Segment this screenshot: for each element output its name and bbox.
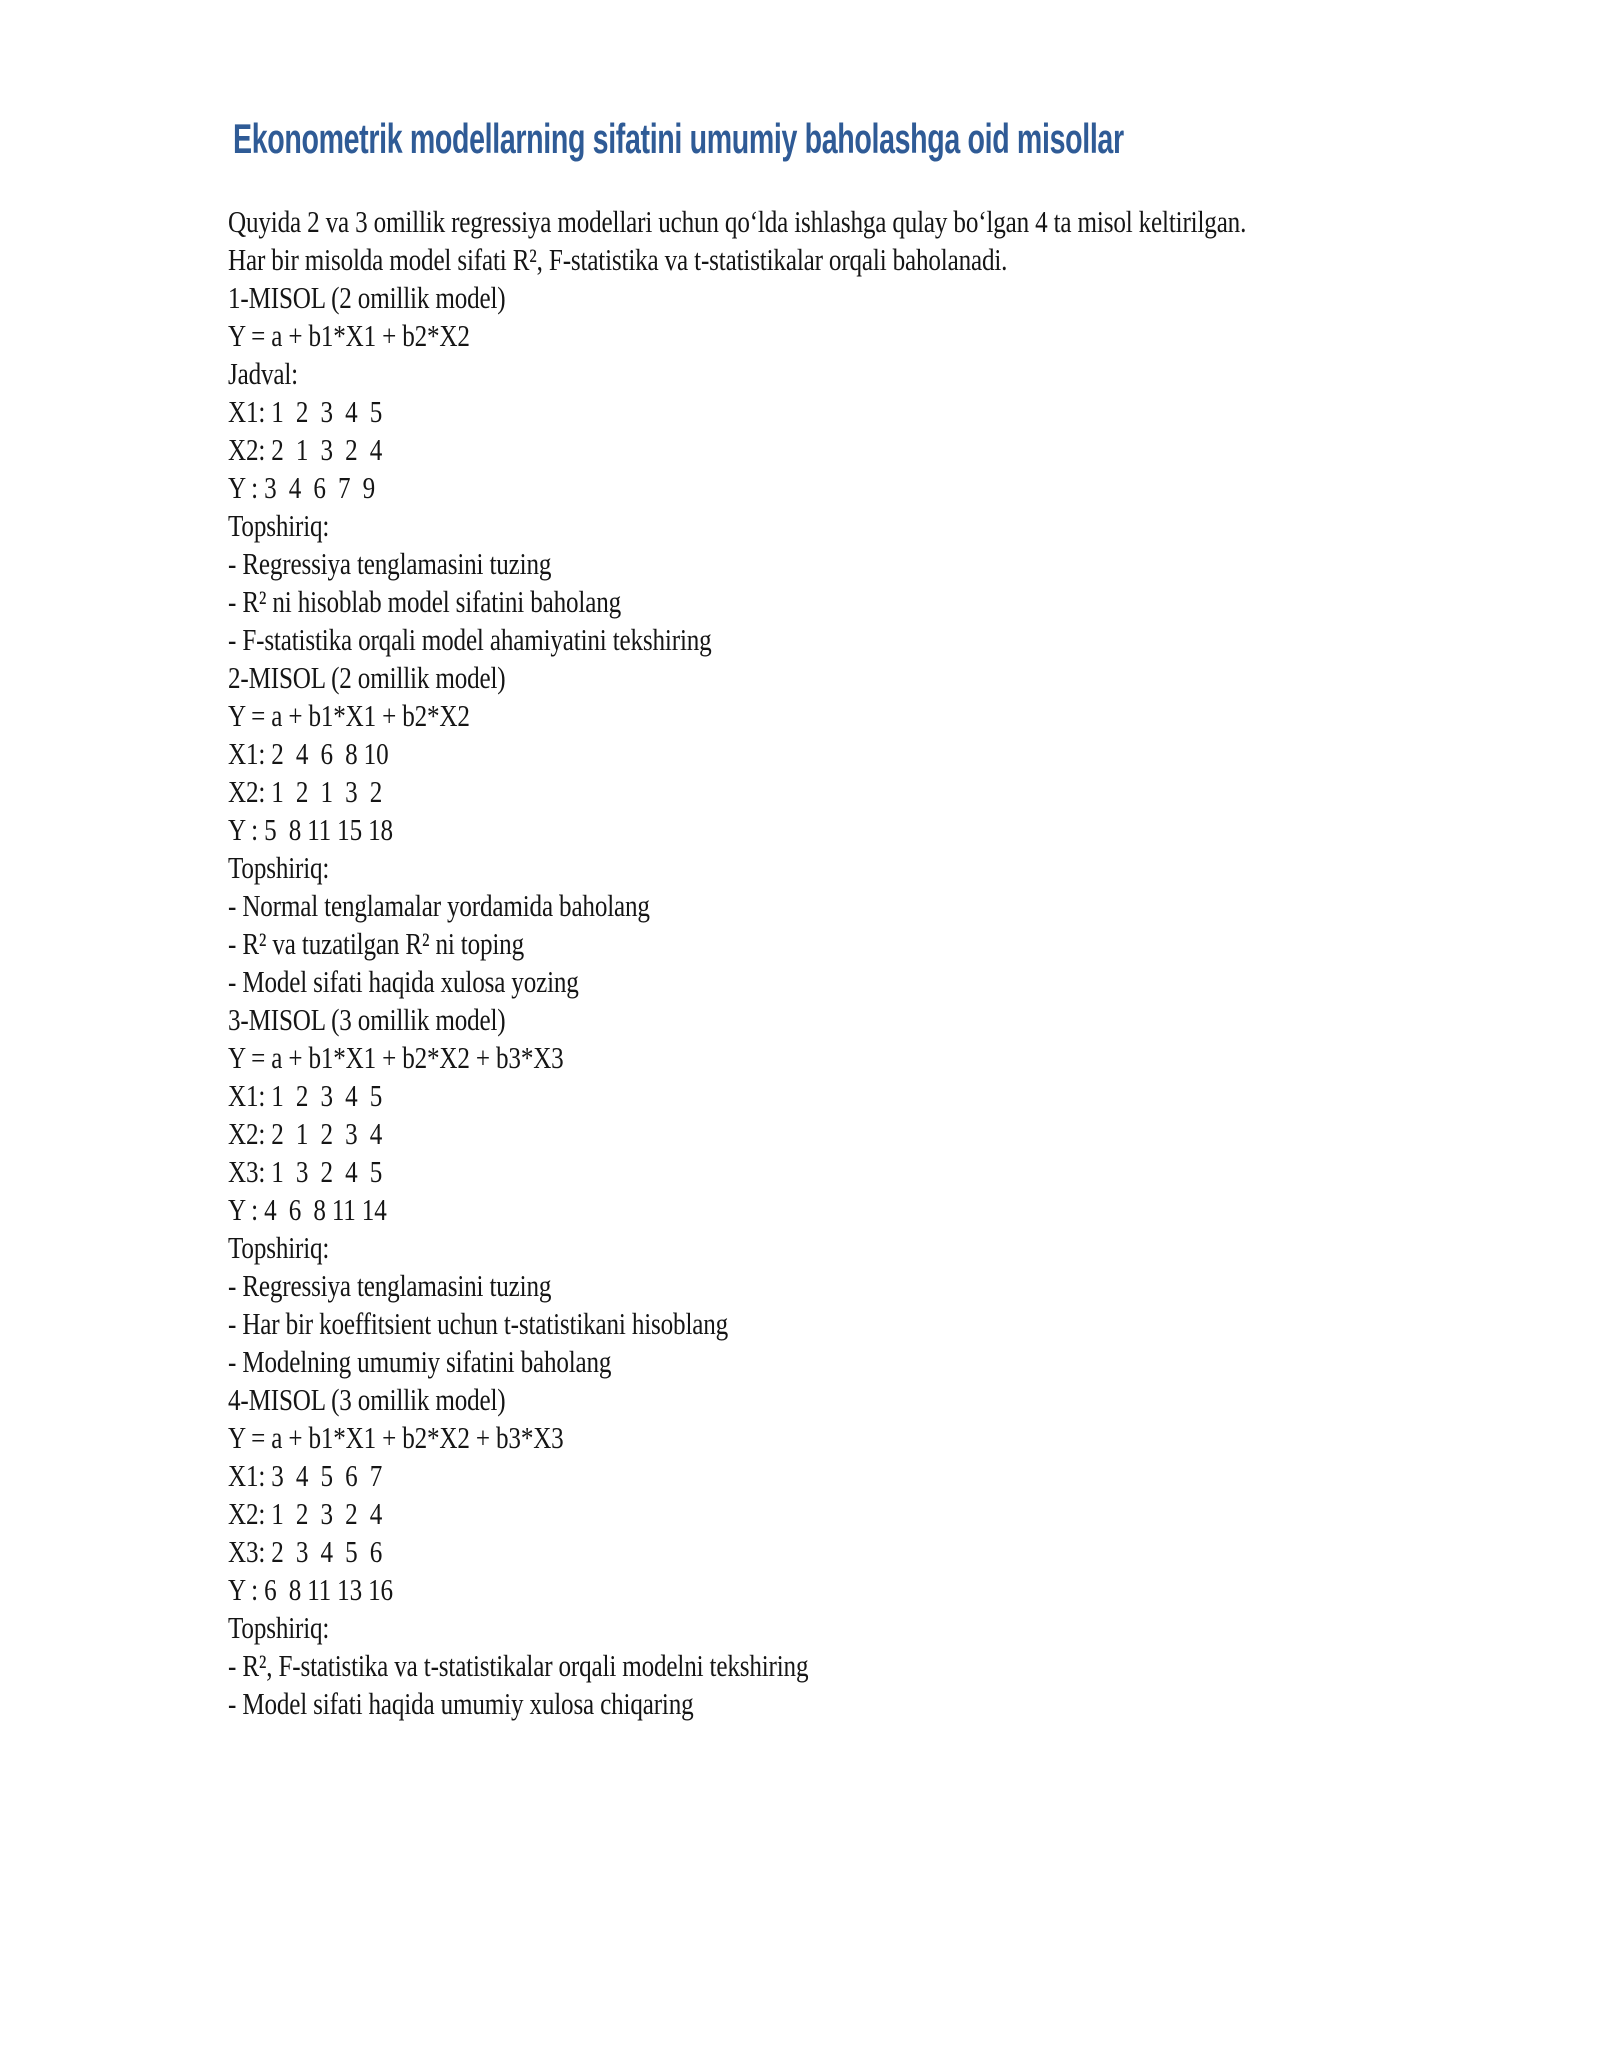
data-row: X2: 1 2 3 2 4 [228,1496,383,1531]
task-item: - R², F-statistika va t-statistikalar orqali modelni tekshiring [228,1648,809,1683]
data-row: Y : 3 4 6 7 9 [228,470,375,505]
task-item: - Har bir koeffitsient uchun t-statistikani hisoblang [228,1306,729,1341]
task-item: - Regressiya tenglamasini tuzing [228,546,552,581]
example-3-heading: 3-MISOL (3 omillik model) [228,1002,506,1037]
task-item: - Modelning umumiy sifatini baholang [228,1344,612,1379]
example-2-task-label: Topshiriq: [228,850,330,885]
data-row: X1: 1 2 3 4 5 [228,1078,383,1113]
example-4-heading: 4-MISOL (3 omillik model) [228,1382,506,1417]
task-item: - Normal tenglamalar yordamida baholang [228,888,650,923]
page-title: Ekonometrik modellarning sifatini umumiy baholashga oid misollar [233,115,1124,162]
intro-paragraph: Quyida 2 va 3 omillik regressiya modellari uchun qo‘lda ishlashga qulay bo‘lgan 4 ta misol keltirilgan. [228,204,1247,239]
example-4-equation: Y = a + b1*X1 + b2*X2 + b3*X3 [228,1420,564,1455]
data-row: X1: 2 4 6 8 10 [228,736,389,771]
task-item: - R² va tuzatilgan R² ni toping [228,926,524,961]
example-2-equation: Y = a + b1*X1 + b2*X2 [228,698,470,733]
data-row: X2: 2 1 3 2 4 [228,432,383,467]
example-1-equation: Y = a + b1*X1 + b2*X2 [228,318,470,353]
example-3-task-label: Topshiriq: [228,1230,330,1265]
task-item: - Model sifati haqida umumiy xulosa chiqaring [228,1686,694,1721]
data-row: Y : 6 8 11 13 16 [228,1572,393,1607]
task-item: - F-statistika orqali model ahamiyatini tekshiring [228,622,712,657]
data-row: Y : 5 8 11 15 18 [228,812,393,847]
example-1-table-label: Jadval: [228,356,299,391]
example-1-heading: 1-MISOL (2 omillik model) [228,280,506,315]
data-row: X2: 2 1 2 3 4 [228,1116,383,1151]
note-line: Har bir misolda model sifati R², F-statistika va t-statistikalar orqali baholanadi. [228,242,1008,277]
example-3-equation: Y = a + b1*X1 + b2*X2 + b3*X3 [228,1040,564,1075]
task-item: - Model sifati haqida xulosa yozing [228,964,579,999]
example-4-task-label: Topshiriq: [228,1610,330,1645]
example-1-task-label: Topshiriq: [228,508,330,543]
data-row: X2: 1 2 1 3 2 [228,774,383,809]
data-row: Y : 4 6 8 11 14 [228,1192,387,1227]
data-row: X3: 1 3 2 4 5 [228,1154,383,1189]
task-item: - R² ni hisoblab model sifatini baholang [228,584,621,619]
task-item: - Regressiya tenglamasini tuzing [228,1268,552,1303]
data-row: X1: 1 2 3 4 5 [228,394,383,429]
data-row: X3: 2 3 4 5 6 [228,1534,383,1569]
document-body [228,203,1289,1723]
example-2-heading: 2-MISOL (2 omillik model) [228,660,506,695]
data-row: X1: 3 4 5 6 7 [228,1458,383,1493]
